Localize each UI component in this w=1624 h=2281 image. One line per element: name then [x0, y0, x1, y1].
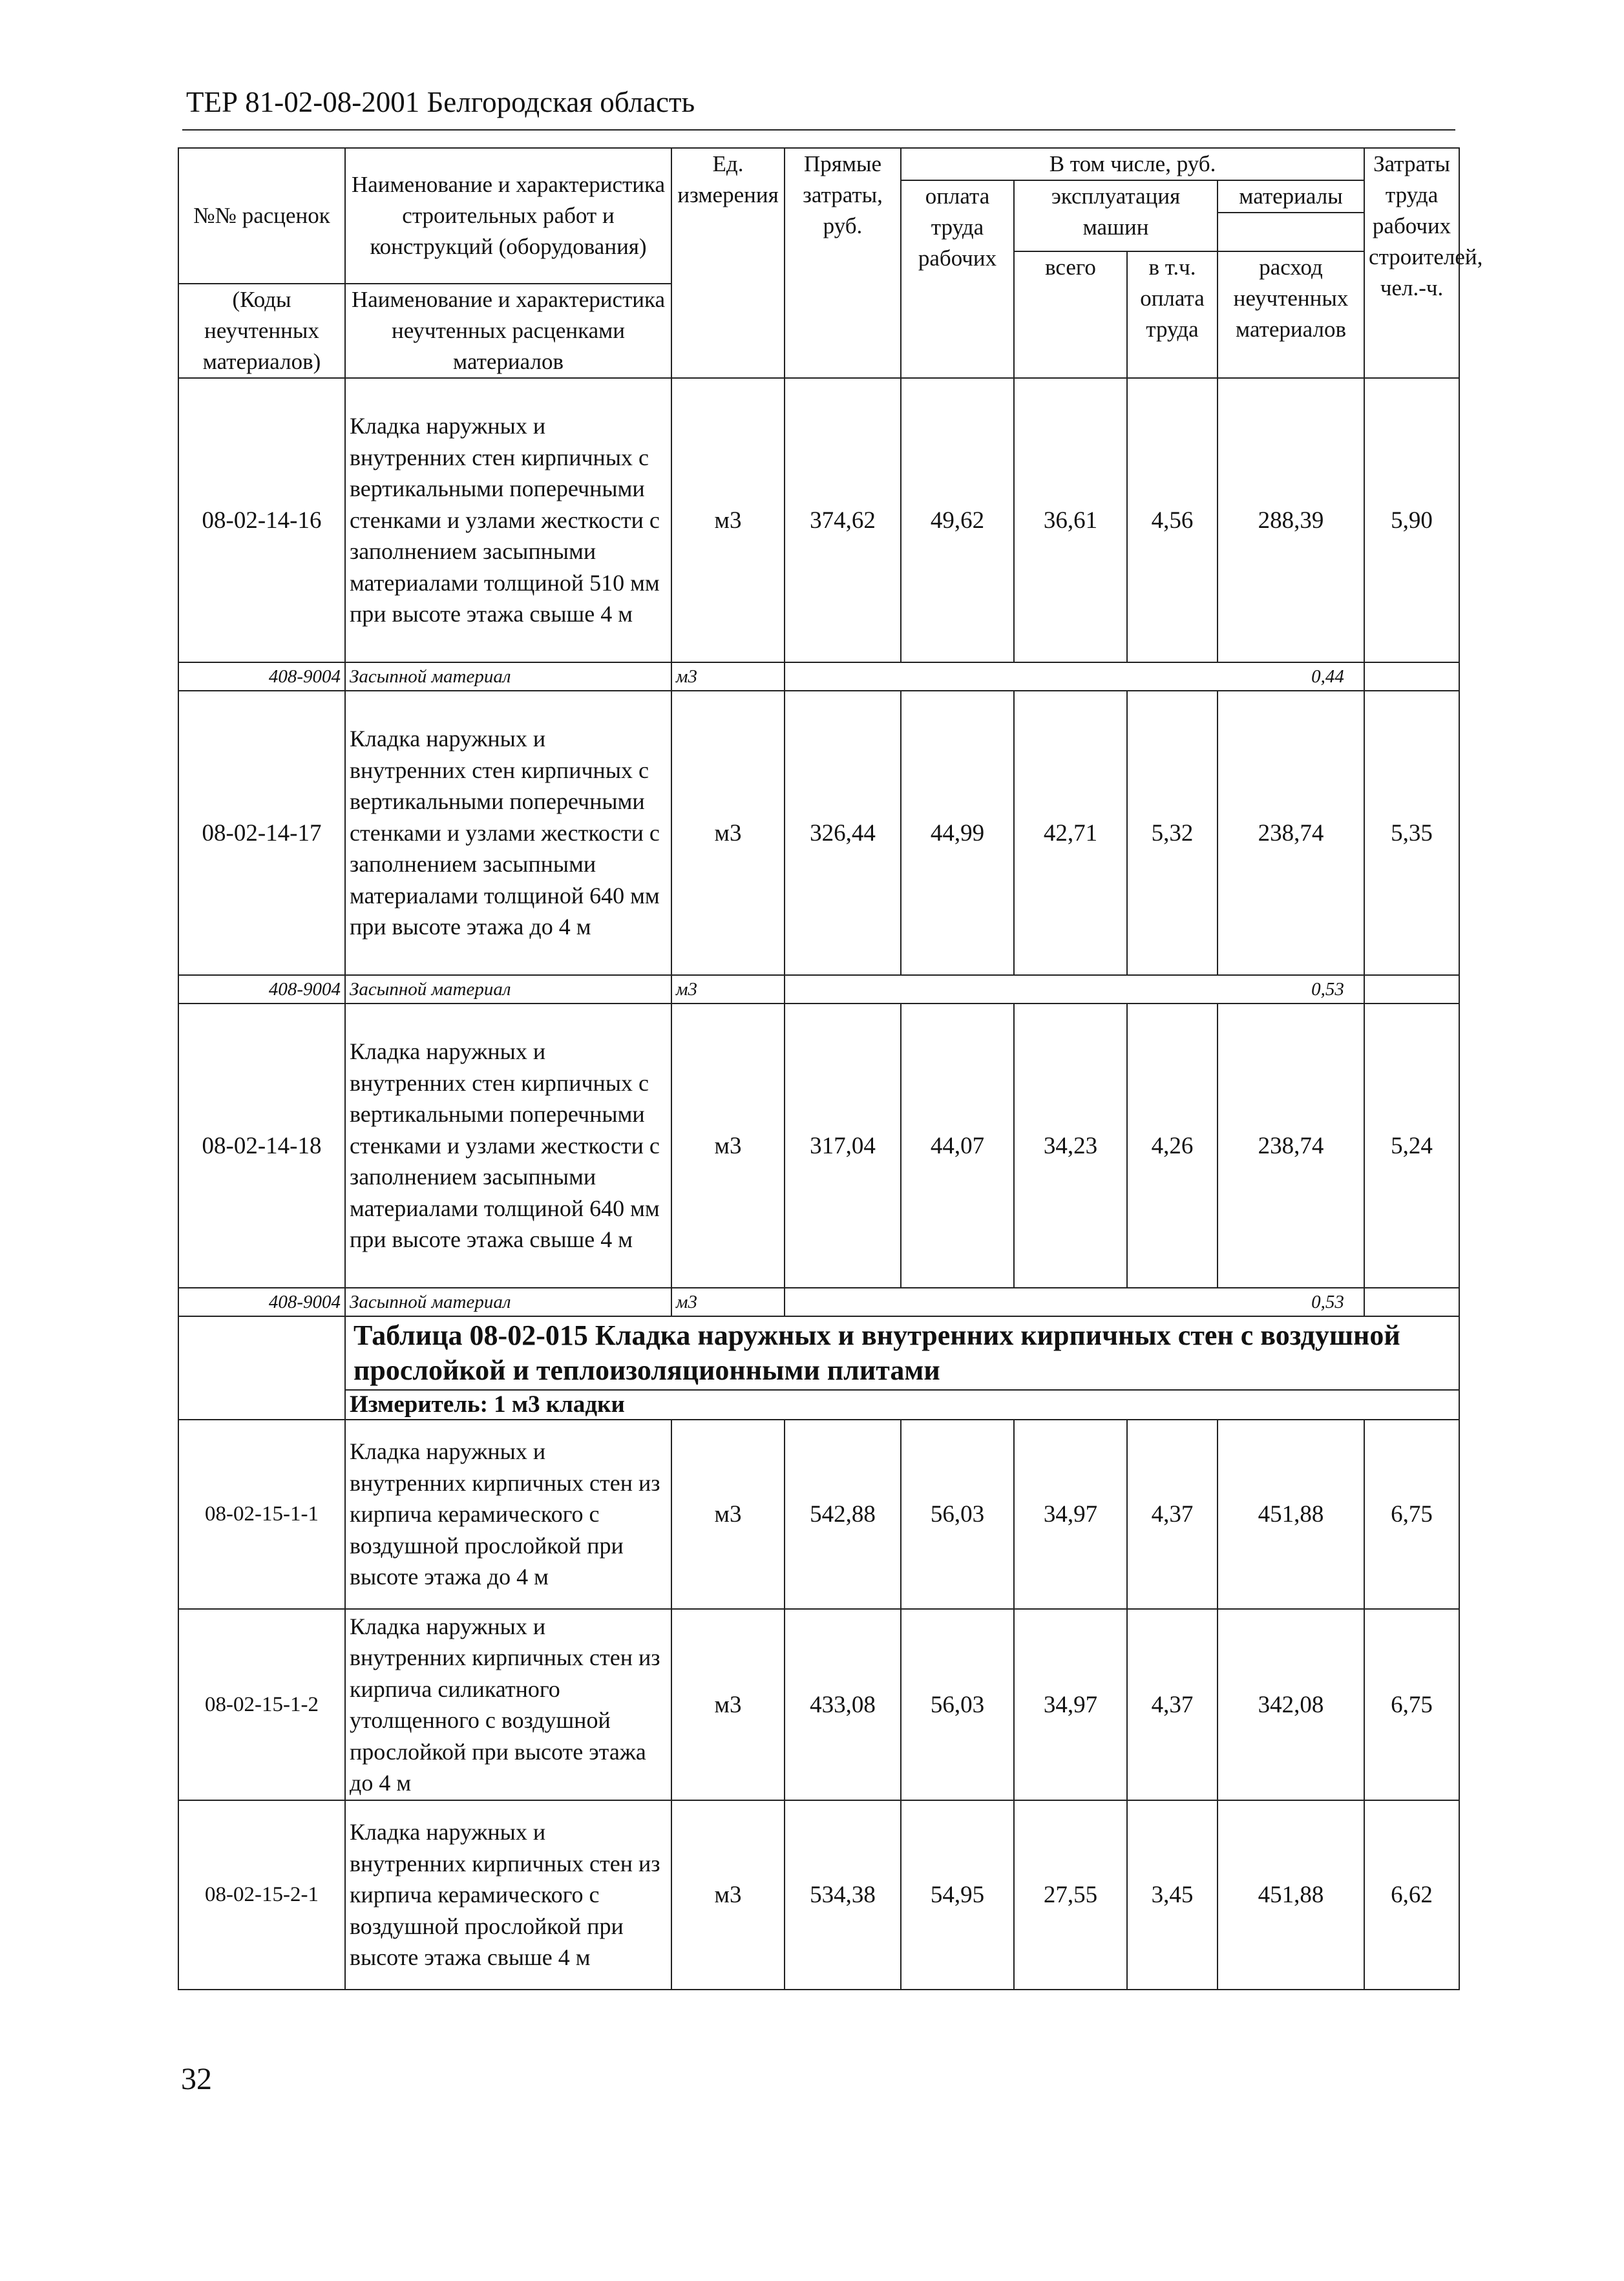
- direct-cost: 374,62: [785, 378, 901, 662]
- unit: м3: [671, 691, 785, 975]
- machines-total: 34,23: [1014, 1004, 1127, 1288]
- material-unit: м3: [671, 662, 785, 691]
- col-code-bottom: (Коды неучтенных материалов): [178, 284, 345, 378]
- wages: 54,95: [901, 1800, 1014, 1990]
- material-code: 408-9004: [178, 1288, 345, 1316]
- table-row: [178, 691, 1459, 975]
- material-code: 408-9004: [178, 975, 345, 1004]
- machines-total: 36,61: [1014, 378, 1127, 662]
- work-description: Кладка наружных и внутренних кирпичных стен из кирпича керамического с воздушной прослойкой при высоте этажа свыше 4 м: [345, 1800, 671, 1990]
- wages: 49,62: [901, 378, 1014, 662]
- labor: 6,75: [1364, 1420, 1459, 1609]
- material-name: Засыпной материал: [345, 1288, 671, 1316]
- labor: 6,75: [1364, 1609, 1459, 1800]
- work-description: Кладка наружных и внутренних кирпичных стен из кирпича силикатного утолщенного с воздушной прослойкой при высоте этажа до 4 м: [345, 1609, 671, 1800]
- work-description: Кладка наружных и внутренних стен кирпичных с вертикальными поперечными стенками и узлами жесткости с заполнением засыпными материалами толщиной 640 мм при высоте этажа до 4 м: [345, 691, 671, 975]
- material-row: [178, 1288, 1459, 1316]
- rate-code: 08-02-15-1-1: [178, 1420, 345, 1609]
- direct-cost: 326,44: [785, 691, 901, 975]
- measure-unit: Измеритель: 1 м3 кладки: [345, 1390, 1459, 1420]
- work-description: Кладка наружных и внутренних стен кирпичных с вертикальными поперечными стенками и узлами жесткости с заполнением засыпными материалами толщиной 640 мм при высоте этажа свыше 4 м: [345, 1004, 671, 1288]
- machines-wages: 4,37: [1127, 1420, 1218, 1609]
- labor: 5,24: [1364, 1004, 1459, 1288]
- labor: 5,90: [1364, 378, 1459, 662]
- material-empty: [1364, 975, 1459, 1004]
- materials: 451,88: [1218, 1420, 1364, 1609]
- materials: 238,74: [1218, 691, 1364, 975]
- materials: 342,08: [1218, 1609, 1364, 1800]
- col-machines-wages: в т.ч. оплата труда: [1127, 251, 1218, 378]
- material-name: Засыпной материал: [345, 975, 671, 1004]
- col-materials-gap: [1218, 213, 1364, 251]
- rate-code: 08-02-14-18: [178, 1004, 345, 1288]
- table-title: Таблица 08-02-015 Кладка наружных и внутренних кирпичных стен с воздушной прослойкой и теплоизоляционными плитами: [345, 1316, 1459, 1390]
- material-empty: [1364, 1288, 1459, 1316]
- unit: м3: [671, 1004, 785, 1288]
- unit: м3: [671, 378, 785, 662]
- col-machines-total: всего: [1014, 251, 1127, 378]
- direct-cost: 317,04: [785, 1004, 901, 1288]
- material-unit: м3: [671, 1288, 785, 1316]
- direct-cost: 542,88: [785, 1420, 901, 1609]
- machines-wages: 4,56: [1127, 378, 1218, 662]
- work-description: Кладка наружных и внутренних кирпичных стен из кирпича керамического с воздушной прослойкой при высоте этажа до 4 м: [345, 1420, 671, 1609]
- col-wages: оплата труда рабочих: [901, 180, 1014, 378]
- col-machines: эксплуатация машин: [1014, 180, 1218, 251]
- machines-wages: 3,45: [1127, 1800, 1218, 1990]
- table-row: [178, 1800, 1459, 1990]
- col-direct: Прямые затраты, руб.: [785, 148, 901, 378]
- machines-total: 34,97: [1014, 1609, 1127, 1800]
- col-name-bottom: Наименование и характеристика неучтенных расценками материалов: [345, 284, 671, 378]
- table-row: [178, 1004, 1459, 1288]
- table-row: [178, 378, 1459, 662]
- document-header: ТЕР 81-02-08-2001 Белгородская область: [186, 86, 695, 118]
- direct-cost: 433,08: [785, 1609, 901, 1800]
- rate-code: 08-02-14-16: [178, 378, 345, 662]
- material-qty-value: 0,53: [1311, 979, 1344, 1000]
- page-number: 32: [181, 2062, 212, 2096]
- machines-total: 34,97: [1014, 1420, 1127, 1609]
- labor: 6,62: [1364, 1800, 1459, 1990]
- direct-cost: 534,38: [785, 1800, 901, 1990]
- material-qty: [785, 1288, 1364, 1316]
- material-row: [178, 975, 1459, 1004]
- table-row: [178, 1420, 1459, 1609]
- wages: 44,07: [901, 1004, 1014, 1288]
- machines-wages: 5,32: [1127, 691, 1218, 975]
- table-row: [178, 1609, 1459, 1800]
- col-code-top: №№ расценок: [178, 148, 345, 284]
- rate-code: 08-02-15-1-2: [178, 1609, 345, 1800]
- material-qty: [785, 662, 1364, 691]
- col-unit: Ед. измерения: [671, 148, 785, 378]
- material-qty-value: 0,44: [1311, 666, 1344, 687]
- wages: 56,03: [901, 1609, 1014, 1800]
- materials: 238,74: [1218, 1004, 1364, 1288]
- unit: м3: [671, 1800, 785, 1990]
- material-code: 408-9004: [178, 662, 345, 691]
- rate-code: 08-02-14-17: [178, 691, 345, 975]
- col-including: В том числе, руб.: [901, 148, 1364, 180]
- material-empty: [1364, 662, 1459, 691]
- title-left-cell: [178, 1316, 345, 1420]
- machines-wages: 4,26: [1127, 1004, 1218, 1288]
- machines-wages: 4,37: [1127, 1609, 1218, 1800]
- material-qty: [785, 975, 1364, 1004]
- col-name-top: Наименование и характеристика строительных работ и конструкций (оборудования): [345, 148, 671, 284]
- header-rule: [182, 129, 1455, 131]
- wages: 44,99: [901, 691, 1014, 975]
- rates-table: [178, 147, 1483, 1990]
- work-description: Кладка наружных и внутренних стен кирпичных с вертикальными поперечными стенками и узлами жесткости с заполнением засыпными материалами толщиной 510 мм при высоте этажа свыше 4 м: [345, 378, 671, 662]
- material-qty-value: 0,53: [1311, 1292, 1344, 1312]
- materials: 288,39: [1218, 378, 1364, 662]
- unit: м3: [671, 1420, 785, 1609]
- material-row: [178, 662, 1459, 691]
- labor: 5,35: [1364, 691, 1459, 975]
- rate-code: 08-02-15-2-1: [178, 1800, 345, 1990]
- material-name: Засыпной материал: [345, 662, 671, 691]
- col-materials-unaccounted: расход неучтенных материалов: [1218, 251, 1364, 378]
- materials: 451,88: [1218, 1800, 1364, 1990]
- machines-total: 27,55: [1014, 1800, 1127, 1990]
- col-materials: материалы: [1218, 180, 1364, 213]
- material-unit: м3: [671, 975, 785, 1004]
- wages: 56,03: [901, 1420, 1014, 1609]
- machines-total: 42,71: [1014, 691, 1127, 975]
- col-labor: Затраты труда рабочих строителей, чел.-ч.: [1364, 148, 1459, 378]
- unit: м3: [671, 1609, 785, 1800]
